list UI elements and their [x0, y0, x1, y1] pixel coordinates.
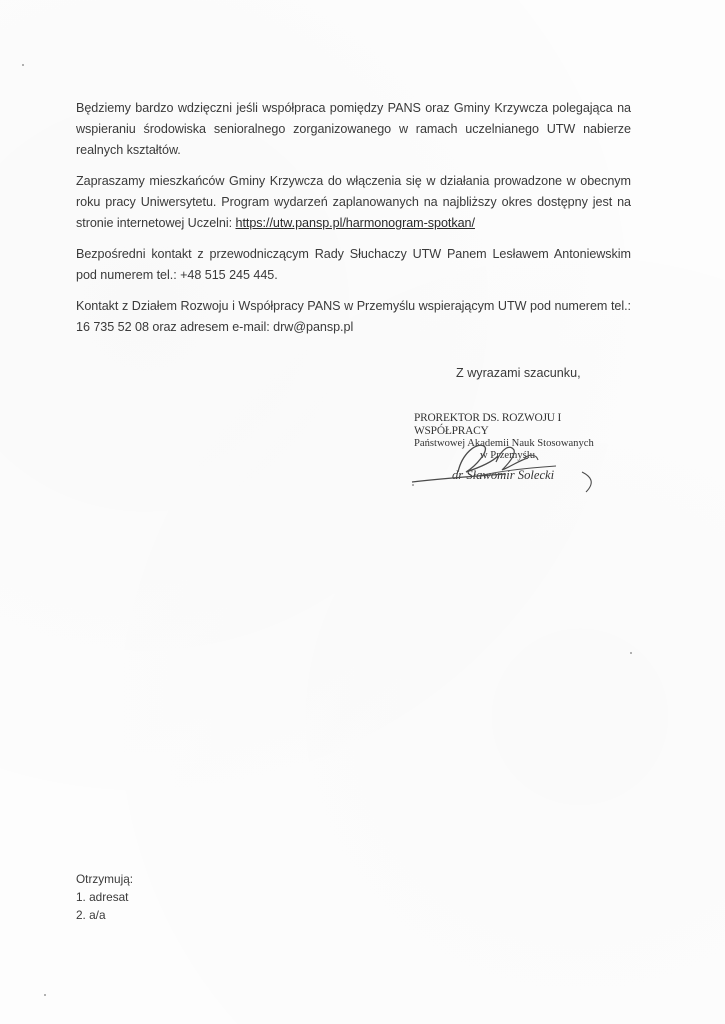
closing-salutation: Z wyrazami szacunku, [456, 366, 581, 380]
scan-speck [412, 484, 414, 486]
paragraph-invitation [76, 171, 631, 234]
paragraph-cooperation: Będziemy bardzo wdzięczni jeśli współpraca pomiędzy PANS oraz Gminy Krzywcza polegająca na wspieraniu środowiska senioralnego zorganizowanego w ramach uczelnianego UTW nabierze realnych kształtów. [76, 101, 631, 157]
stamp-institution-line2: w Przemyślu [480, 450, 536, 461]
paragraph-council-contact: Bezpośredni kontakt z przewodniczącym Rady Słuchaczy UTW Panem Lesławem Antoniewskim pod numerem tel.: +48 515 245 445. [76, 247, 631, 282]
recipients-heading: Otrzymują: [76, 872, 134, 886]
schedule-link[interactable]: https://utw.pansp.pl/harmonogram-spotkan/ [235, 216, 475, 230]
recipient-item: 2. a/a [76, 908, 106, 922]
paragraph-department-contact: Kontakt z Działem Rozwoju i Współpracy PANS w Przemyślu wspierającym UTW pod numerem tel.: 16 735 52 08 oraz adresem e-mail: drw@pansp.pl [76, 299, 631, 334]
stamp-role: PROREKTOR DS. ROZWOJU I WSPÓŁPRACY [414, 412, 562, 437]
paragraph-invitation-text: Zapraszamy mieszkańców Gminy Krzywcza do włączenia się w działania prowadzone w obecnym roku pracy Uniwersytetu. Program wydarzeń zaplanowanych na najbliższy okres dostępny jest na stronie internetowej Uczelni: [76, 174, 631, 230]
scan-speck [22, 64, 24, 66]
stamp-institution-line1: Państwowej Akademii Nauk Stosowanych [414, 438, 594, 449]
stamp-name: dr Sławomir Solecki [452, 468, 555, 482]
recipient-item: 1. adresat [76, 890, 129, 904]
letter-body [76, 98, 631, 348]
scan-speck [630, 652, 632, 654]
scan-speck [44, 994, 46, 996]
recipients-list [76, 870, 133, 924]
handwritten-signature [406, 432, 606, 494]
